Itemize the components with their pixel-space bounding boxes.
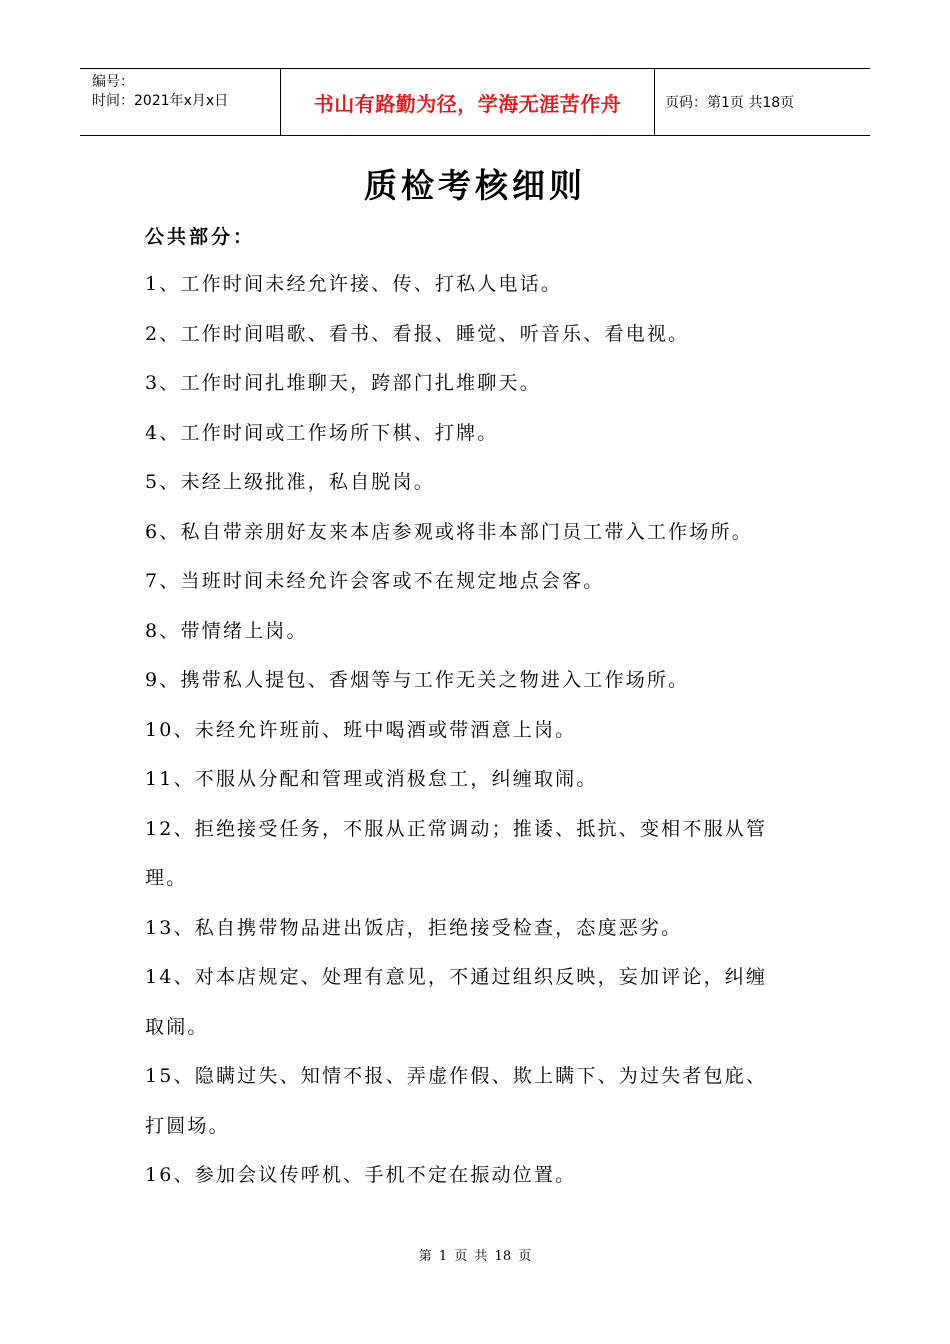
rule-line: 理。 <box>145 867 188 889</box>
header-left-cell <box>80 69 281 135</box>
rules-list <box>145 270 825 1211</box>
rule-line: 5、未经上级批准，私自脱岗。 <box>145 471 435 493</box>
rule-line: 13、私自携带物品进出饭店，拒绝接受检查，态度恶劣。 <box>145 916 683 939</box>
header-motto-cell <box>281 69 655 135</box>
rule-line: 6、私自带亲朋好友来本店参观或将非本部门员工带入工作场所。 <box>145 520 753 543</box>
rule-line: 8、带情绪上岗。 <box>145 619 308 642</box>
rule-line: 2、工作时间唱歌、看书、看报、睡觉、听音乐、看电视。 <box>145 322 690 345</box>
rule-line: 9、携带私人提包、香烟等与工作无关之物进入工作场所。 <box>145 669 690 691</box>
document-title: 质检考核细则 <box>364 166 586 205</box>
rule-line: 取闹。 <box>145 1015 209 1038</box>
header-page-cell <box>655 69 870 135</box>
section-heading: 公共部分： <box>145 226 256 248</box>
rule-line: 1、工作时间未经允许接、传、打私人电话。 <box>145 273 563 295</box>
rule-line: 7、当班时间未经允许会客或不在规定地点会客。 <box>145 570 605 592</box>
page-info: 页码：第1页 共18页 <box>665 95 795 111</box>
rule-line: 打圆场。 <box>145 1114 230 1137</box>
rule-line: 14、对本店规定、处理有意见，不通过组织反映，妄加评论，纠缠 <box>145 966 768 988</box>
time-label: 时间：2021年x月x日 <box>92 93 229 109</box>
rule-line: 10、未经允许班前、班中喝酒或带酒意上岗。 <box>145 718 577 741</box>
rule-line: 16、参加会议传呼机、手机不定在振动位置。 <box>145 1164 577 1186</box>
rule-line: 4、工作时间或工作场所下棋、打牌。 <box>145 421 499 444</box>
page-footer: 第 1 页 共 18 页 <box>418 1249 532 1264</box>
number-label: 编号： <box>92 74 134 90</box>
motto-text: 书山有路勤为径，学海无涯苦作舟 <box>313 91 622 116</box>
rule-line: 3、工作时间扎堆聊天，跨部门扎堆聊天。 <box>145 372 541 394</box>
rule-line: 12、拒绝接受任务，不服从正常调动；推诿、抵抗、变相不服从管 <box>145 817 768 840</box>
header-table <box>80 68 870 136</box>
rule-line: 15、隐瞒过失、知情不报、弄虚作假、欺上瞒下、为过失者包庇、 <box>145 1065 768 1087</box>
rule-line: 11、不服从分配和管理或消极怠工，纠缠取闹。 <box>145 768 598 790</box>
